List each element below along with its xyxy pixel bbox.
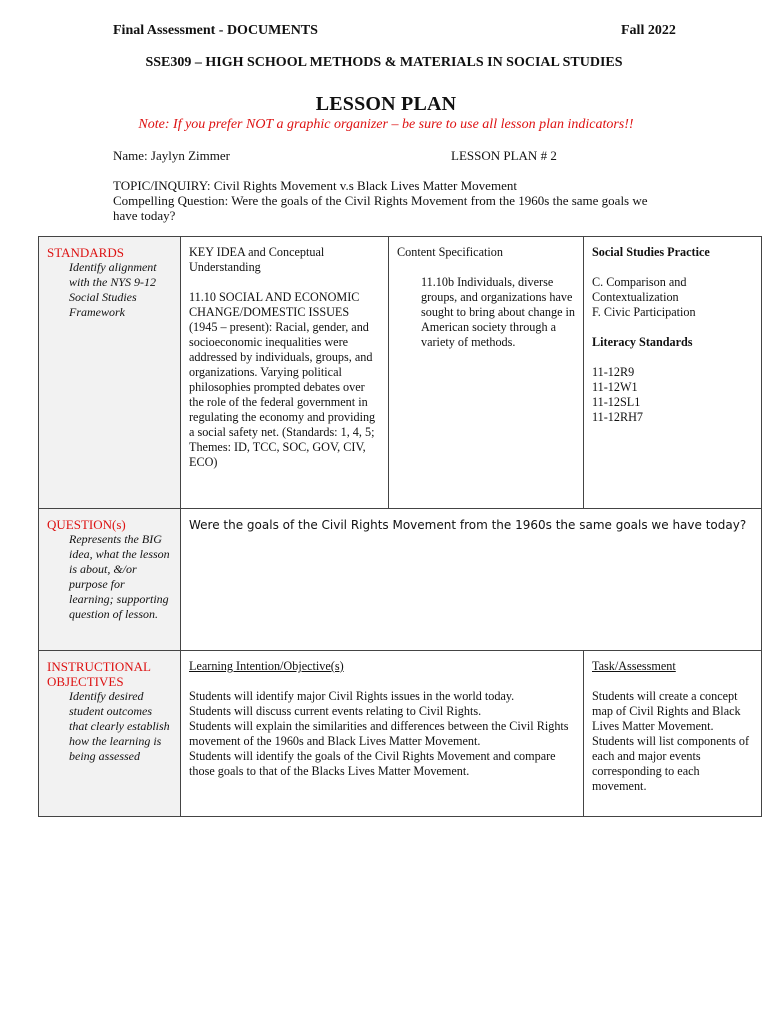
intention-item: Students will explain the similarities and differences between the Civil Rights movement of the 1960s and Black Lives Matter Movement. xyxy=(189,719,569,748)
key-idea-cell xyxy=(181,237,389,509)
topic-block xyxy=(113,178,673,223)
lesson-plan-table xyxy=(38,236,762,817)
question-label-cell xyxy=(39,509,181,651)
header-right: Fall 2022 xyxy=(621,23,676,38)
task-assessment-cell xyxy=(584,651,762,817)
standards-label: STANDARDS xyxy=(47,245,124,260)
literacy-item: 11-12W1 xyxy=(592,380,638,394)
content-heading: Content Specification xyxy=(397,245,503,259)
literacy-heading: Literacy Standards xyxy=(592,335,693,349)
big-question: Were the goals of the Civil Rights Movement from the 1960s the same goals we have today? xyxy=(181,509,762,651)
question-label: QUESTION(s) xyxy=(47,517,126,532)
header-left: Final Assessment - DOCUMENTS xyxy=(113,23,318,38)
task-body: Students will create a concept map of Civil Rights and Black Lives Matter Movement. Students will list components of each and major events corresponding to each movement. xyxy=(592,689,750,793)
learning-intention-cell xyxy=(181,651,584,817)
standards-sublabel: Identify alignment with the NYS 9-12 Social Studies Framework xyxy=(69,260,157,319)
content-spec-cell xyxy=(389,237,584,509)
key-idea-body: 11.10 SOCIAL AND ECONOMIC CHANGE/DOMESTIC ISSUES (1945 – present): Racial, gender, and socioeconomic inequalities were addressed by individuals, groups, and organizations. Varying political philosophies prompted debates over the role of the federal government in regulating the economy and providing a social safety net. (Standards: 1, 4, 5; Themes: ID, TCC, SOC, GOV, CIV, ECO) xyxy=(189,290,376,469)
standards-row xyxy=(39,237,762,509)
task-heading: Task/Assessment xyxy=(592,659,676,673)
student-name: Name: Jaylyn Zimmer xyxy=(113,148,230,163)
objectives-label-cell xyxy=(39,651,181,817)
intention-item: Students will identify major Civil Rights issues in the world today. xyxy=(189,689,515,703)
objectives-sublabel: Identify desired student outcomes that clearly establish how the learning is being assessed xyxy=(69,689,170,763)
intention-item: Students will identify the goals of the Civil Rights Movement and compare those goals to that of the Blacks Lives Matter Movement. xyxy=(189,749,556,778)
question-row xyxy=(39,509,762,651)
course-title: SSE309 – HIGH SCHOOL METHODS & MATERIALS IN SOCIAL STUDIES xyxy=(145,55,623,70)
literacy-item: 11-12SL1 xyxy=(592,395,641,409)
standards-label-cell xyxy=(39,237,181,509)
page-title: LESSON PLAN xyxy=(315,93,457,115)
practice-heading: Social Studies Practice xyxy=(592,245,710,259)
compelling-question: Compelling Question: Were the goals of the Civil Rights Movement from the 1960s the same goals we have today? xyxy=(113,193,648,223)
literacy-item: 11-12R9 xyxy=(592,365,635,379)
key-idea-heading: KEY IDEA and Conceptual Understanding xyxy=(189,245,325,274)
intention-heading: Learning Intention/Objective(s) xyxy=(189,659,344,673)
question-sublabel: Represents the BIG idea, what the lesson is about, &/or purpose for learning; supporting question of lesson. xyxy=(69,532,170,621)
literacy-item: 11-12RH7 xyxy=(592,410,644,424)
objectives-label: INSTRUCTIONAL OBJECTIVES xyxy=(47,659,151,689)
note: Note: If you prefer NOT a graphic organizer – be sure to use all lesson plan indicators!! xyxy=(138,117,634,132)
practice-cell xyxy=(584,237,762,509)
content-body: 11.10b Individuals, diverse groups, and organizations have sought to bring about change in American society through a variety of methods. xyxy=(421,275,576,349)
objectives-row xyxy=(39,651,762,817)
practice-item: C. Comparison and Contextualization xyxy=(592,275,687,304)
topic-inquiry: TOPIC/INQUIRY: Civil Rights Movement v.s Black Lives Matter Movement xyxy=(113,178,517,193)
lesson-plan-number: LESSON PLAN # 2 xyxy=(451,148,557,163)
intention-item: Students will discuss current events relating to Civil Rights. xyxy=(189,704,482,718)
practice-item: F. Civic Participation xyxy=(592,305,696,319)
